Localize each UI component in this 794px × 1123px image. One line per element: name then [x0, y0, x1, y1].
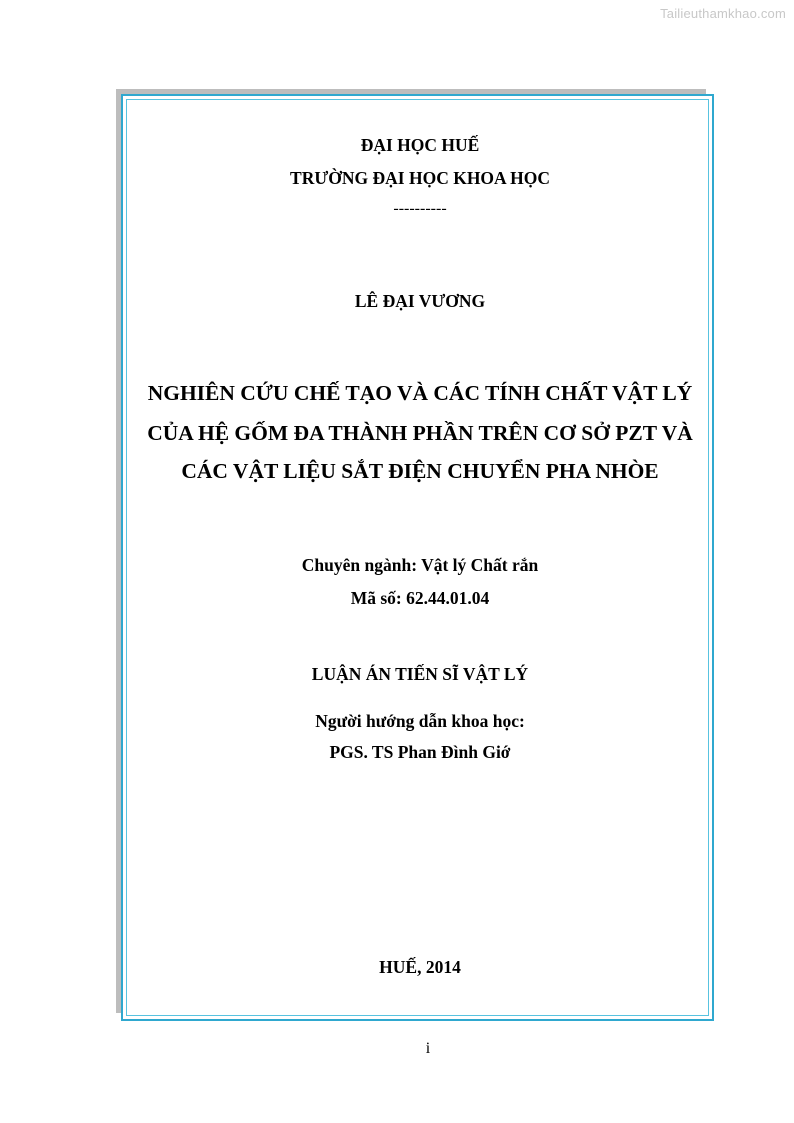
university-name: ĐẠI HỌC HUẾ	[360, 135, 480, 155]
header-separator: ----------	[393, 200, 447, 217]
advisor-label: Người hướng dẫn khoa học:	[315, 711, 525, 731]
thesis-title-line-1: NGHIÊN CỨU CHẾ TẠO VÀ CÁC TÍNH CHẤT VẬT LÝ	[147, 381, 693, 405]
school-name: TRƯỜNG ĐẠI HỌC KHOA HỌC	[290, 168, 550, 188]
specialty-code: Mã số: 62.44.01.04	[350, 588, 490, 608]
page-number: i	[425, 1040, 431, 1057]
specialty: Chuyên ngành: Vật lý Chất rắn	[301, 555, 539, 575]
place-year: HUẾ, 2014	[379, 957, 461, 977]
thesis-title-line-3: CÁC VẬT LIỆU SẮT ĐIỆN CHUYỂN PHA NHÒE	[181, 459, 659, 483]
author-name: LÊ ĐẠI VƯƠNG	[354, 291, 486, 311]
thesis-title-line-2: CỦA HỆ GỐM ĐA THÀNH PHẦN TRÊN CƠ SỞ PZT VÀ	[147, 421, 693, 445]
watermark-text: Tailieuthamkhao.com	[660, 6, 786, 21]
advisor-name: PGS. TS Phan Đình Giớ	[329, 742, 511, 762]
degree-title: LUẬN ÁN TIẾN SĨ VẬT LÝ	[311, 664, 529, 684]
